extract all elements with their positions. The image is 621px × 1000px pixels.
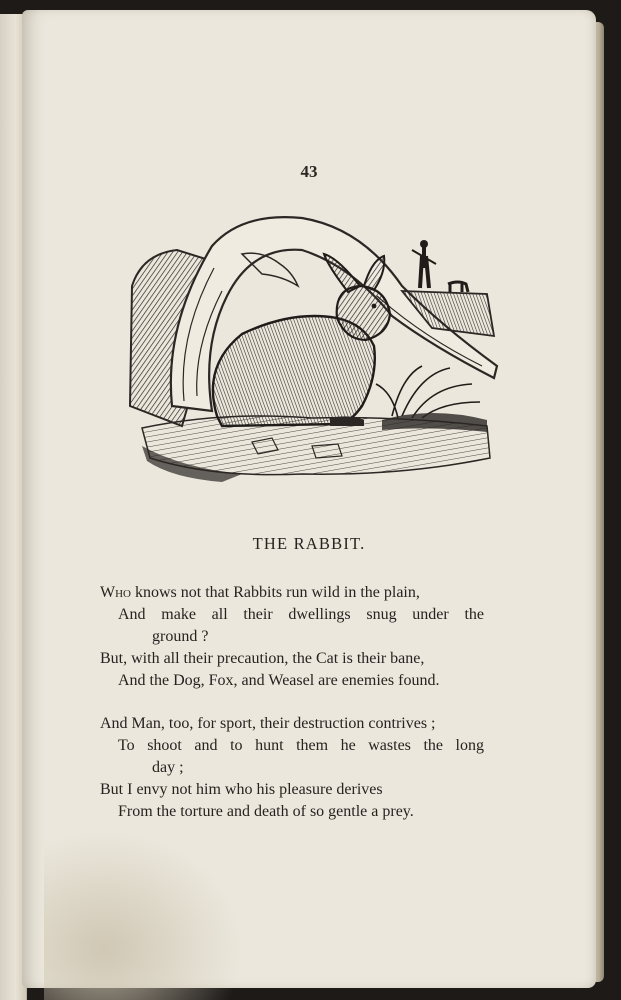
- poem-line: day ;: [152, 759, 184, 776]
- stanza-2: [100, 713, 484, 823]
- poem-line: And Man, too, for sport, their destruction contrives ;: [100, 715, 436, 732]
- poem-line: And the Dog, Fox, and Weasel are enemies found.: [118, 672, 440, 689]
- stanza-1: [100, 582, 484, 692]
- poem-title: THE RABBIT.: [252, 534, 366, 553]
- poem-line: But I envy not him who his pleasure derives: [100, 781, 383, 798]
- poem-line: From the torture and death of so gentle a prey.: [118, 803, 414, 820]
- poem-line-text: knows not that Rabbits run wild in the plain,: [131, 584, 420, 601]
- poem-line: And make all their dwellings snug under the: [118, 606, 484, 623]
- book-page: [22, 10, 596, 988]
- small-caps-word: ho: [115, 584, 131, 601]
- poem-line: But, with all their precaution, the Cat is their bane,: [100, 650, 425, 667]
- paper-stain: [44, 830, 244, 1000]
- rabbit-engraving-icon: [102, 206, 502, 491]
- page-number: 43: [300, 162, 318, 181]
- poem-body: [100, 582, 484, 844]
- poem-line: ground ?: [152, 628, 209, 645]
- poem-line: To shoot and to hunt them he wastes the long: [118, 737, 484, 754]
- drop-cap: W: [100, 584, 116, 601]
- poem-line: [100, 582, 484, 604]
